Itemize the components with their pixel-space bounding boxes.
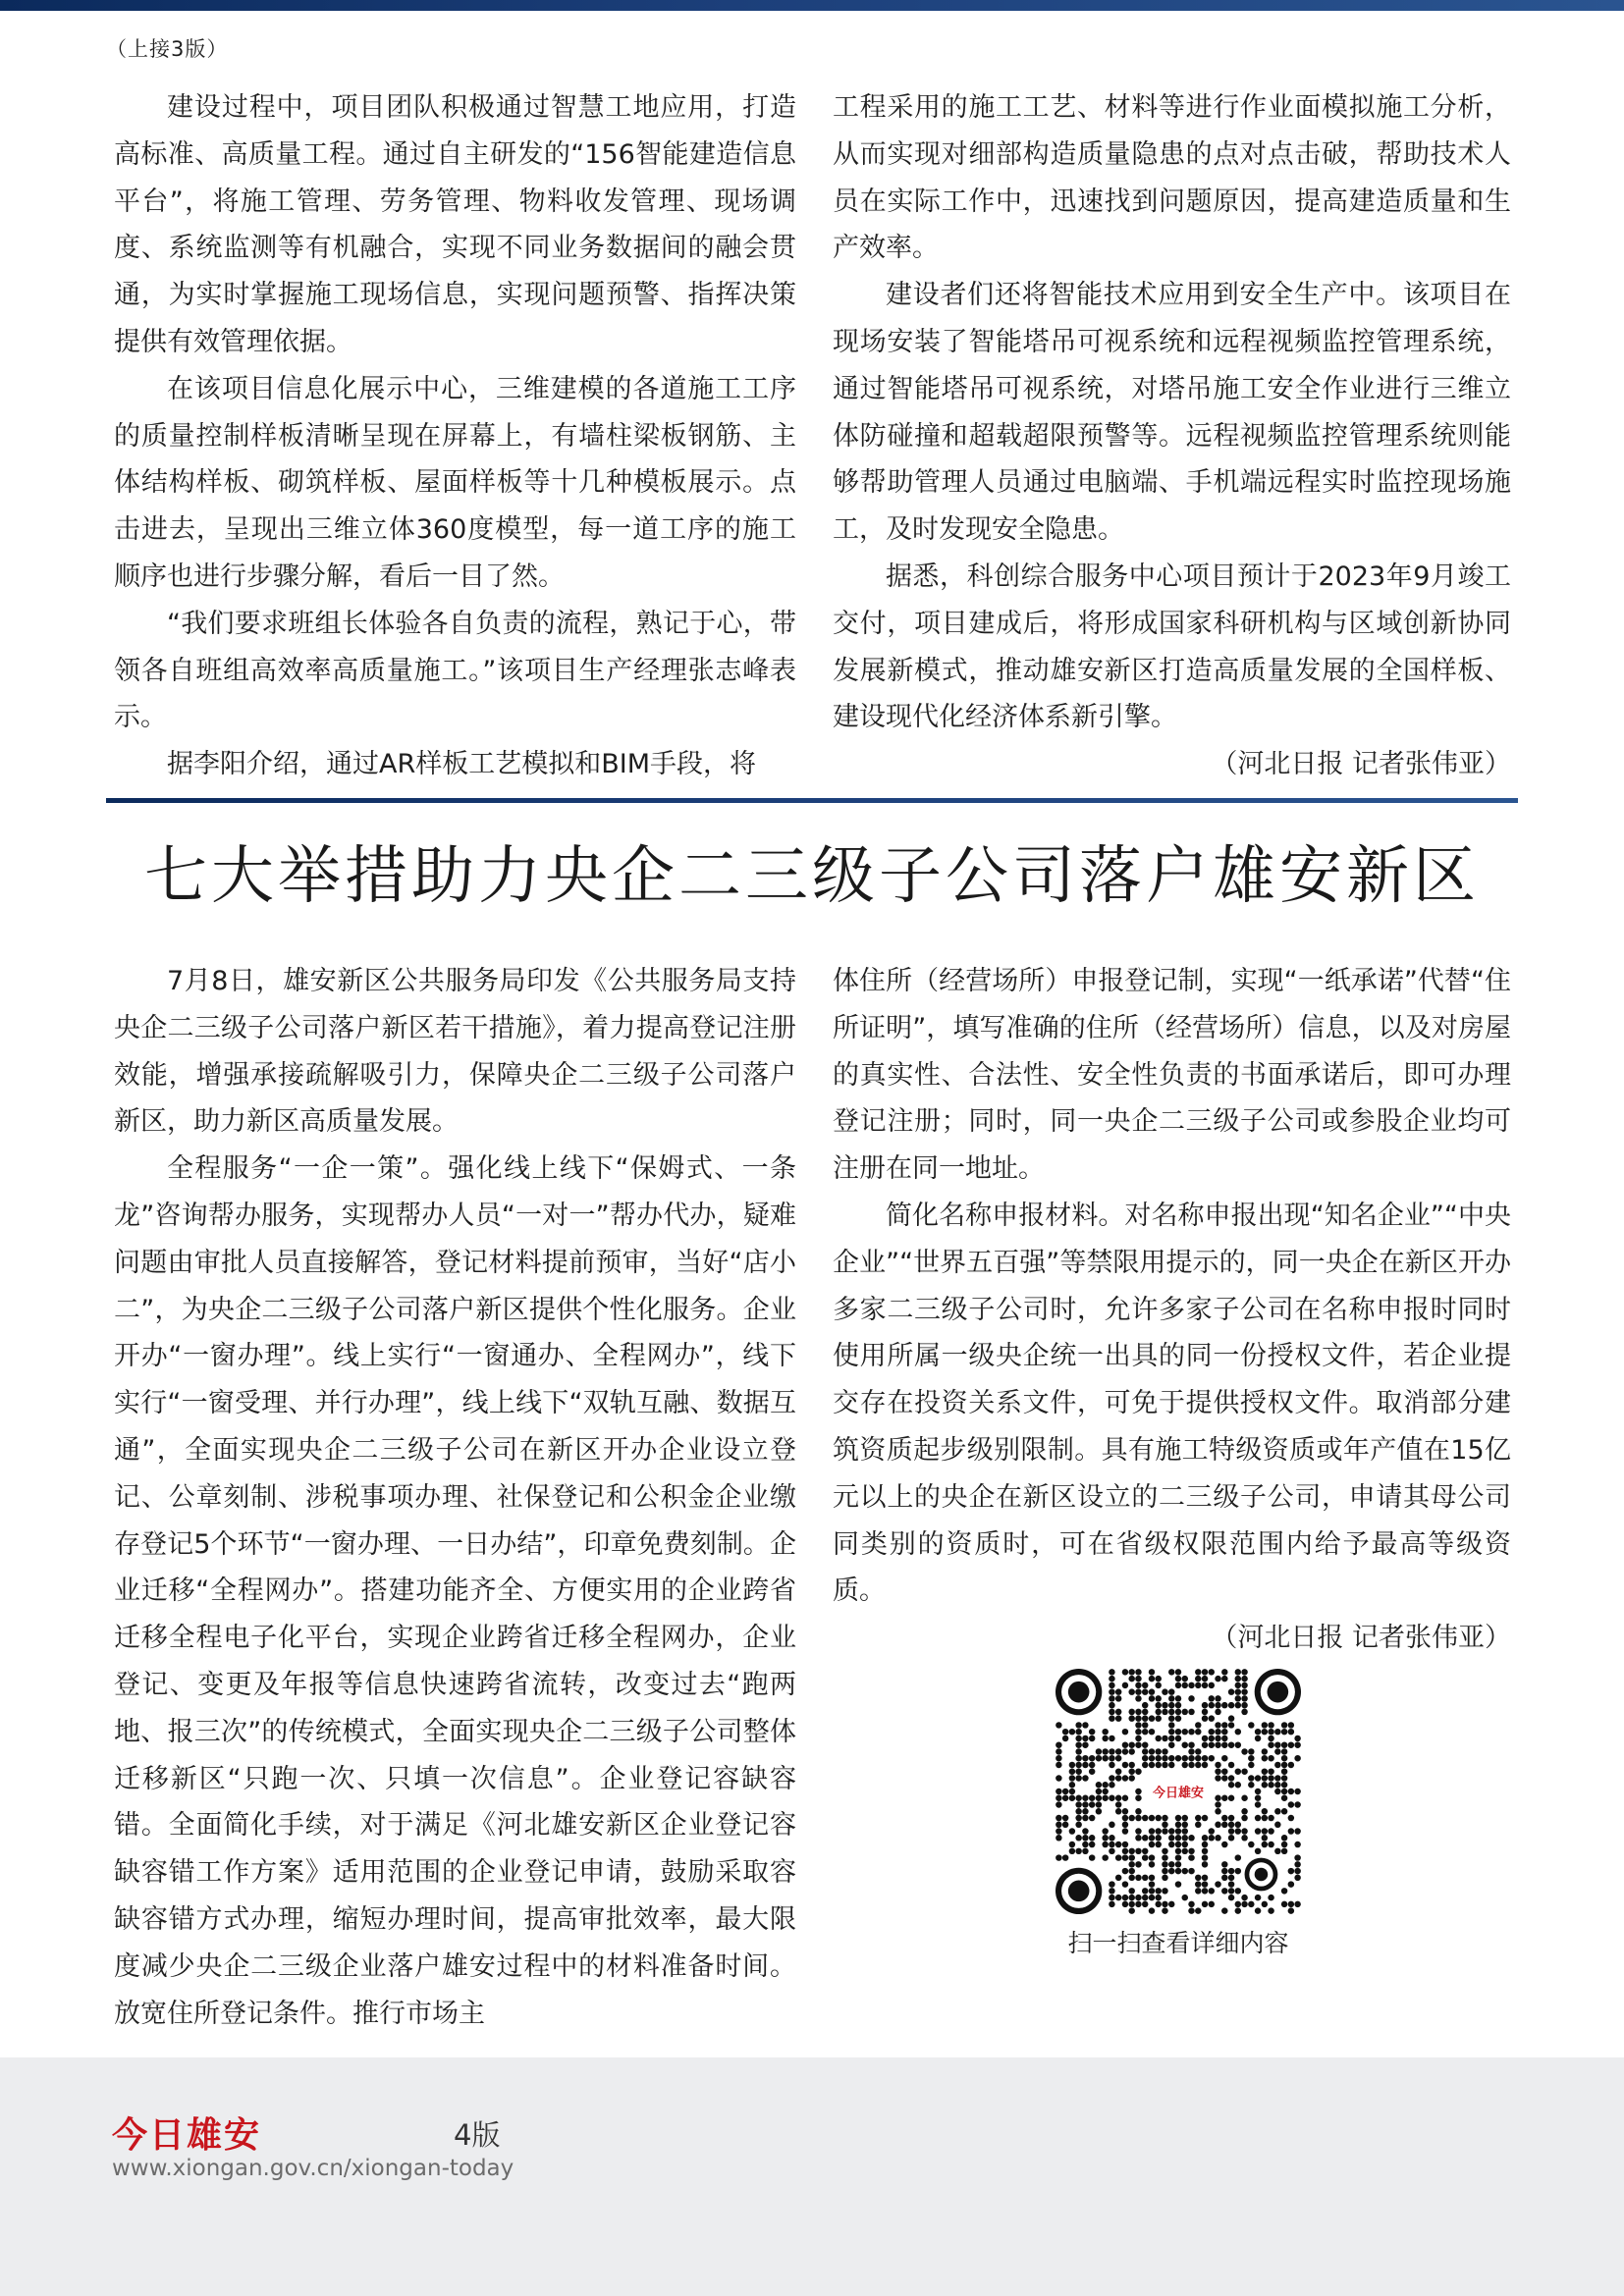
qr-caption: 扫一扫查看详细内容 [1067,1929,1289,1957]
article1-paragraph: 据悉，科创综合服务中心项目预计于2023年9月竣工交付，项目建成后，将形成国家科研机构与区域创新协同发展新模式，推动雄安新区打造高质量发展的全国样板、建设现代化经济体系新引擎。 [833,561,1511,733]
article2-left-column [114,958,796,2037]
top-banner-bar [0,0,1624,11]
article2-paragraph-continued: 体住所（经营场所）申报登记制，实现“一纸承诺”代替“住所证明”，填写准确的住所（经营场所）信息，以及对房屋的真实性、合法性、安全性负责的书面承诺后，即可办理登记注册；同时，同一央企二三级子公司或参股企业均可注册在同一地址。 [833,966,1511,1185]
article1-paragraph-continued: 工程采用的施工工艺、材料等进行作业面模拟施工分析，从而实现对细部构造质量隐患的点对点击破，帮助技术人员在实际工作中，迅速找到问题原因，提高建造质量和生产效率。 [833,92,1511,264]
article1-byline: （河北日报 记者张伟亚） [1211,749,1511,780]
article1-right-column [833,84,1511,788]
section-divider [106,798,1518,803]
article2-paragraph: 7月8日，雄安新区公共服务局印发《公共服务局支持央企二三级子公司落户新区若干措施》，着力提高登记注册效能，增强承接疏解吸引力，保障央企二三级子公司落户新区，助力新区高质量发展。 [114,966,796,1138]
website-url[interactable]: www.xiongan.gov.cn/xiongan-today [112,2156,514,2181]
article2-paragraph: 全程服务“一企一策”。强化线上线下“保姆式、一条龙”咨询帮办服务，实现帮办人员“一对一”帮办代办，疑难问题由审批人员直接解答，登记材料提前预审，当好“店小二”，为央企二三级子公司落户新区提供个性化服务。企业开办“一窗办理”。线上实行“一窗通办、全程网办”，线下实行“一窗受理、并行办理”，线上线下“双轨互融、数据互通”，全面实现央企二三级子公司在新区开办企业设立登记、公章刻制、涉税事项办理、社保登记和公积金企业缴存登记5个环节“一窗办理、一日办结”，印章免费刻制。企业迁移“全程网办”。搭建功能齐全、方便实用的企业跨省迁移全程电子化平台，实现企业跨省迁移全程网办，企业登记、变更及年报等信息快速跨省流转，改变过去“跑两地、报三次”的传统模式，全面实现央企二三级子公司整体迁移新区“只跑一次、只填一次信息”。企业登记容缺容错。全面简化手续，对于满足《河北雄安新区企业登记容缺容错工作方案》适用范围的企业登记申请，鼓励采取容缺容错方式办理，缩短办理时间，提高审批效率，最大限度减少央企二三级企业落户雄安过程中的材料准备时间。放宽住所登记条件。推行市场主 [114,1153,796,2029]
article1-left-column [114,84,796,788]
qr-center-logo: 今日雄安 [1147,1779,1210,1805]
article1-paragraph: 建设者们还将智能技术应用到安全生产中。该项目在现场安装了智能塔吊可视系统和远程视频监控管理系统，通过智能塔吊可视系统，对塔吊施工安全作业进行三维立体防碰撞和超载超限预警等。远程视频监控管理系统则能够帮助管理人员通过电脑端、手机端远程实时监控现场施工，及时发现安全隐患。 [833,280,1511,546]
article1-paragraph: “我们要求班组长体验各自负责的流程，熟记于心，带领各自班组高效率高质量施工。”该项目生产经理张志峰表示。 [114,608,796,733]
article2-byline: （河北日报 记者张伟亚） [1211,1623,1511,1654]
qr-code[interactable] [1056,1669,1301,1914]
article2-headline: 七大举措助力央企二三级子公司落户雄安新区 [144,840,1480,913]
article2-right-column [833,958,1511,1662]
article1-paragraph: 据李阳介绍，通过AR样板工艺模拟和BIM手段，将 [167,749,757,780]
article2-paragraph: 简化名称申报材料。对名称申报出现“知名企业”“中央企业”“世界五百强”等禁限用提示的，同一央企在新区开办多家二三级子公司时，允许多家子公司在名称申报时同时使用所属一级央企统一出具的同一份授权文件，若企业提交存在投资关系文件，可免于提供授权文件。取消部分建筑资质起步级别限制。具有施工特级资质或年产值在15亿元以上的央企在新区设立的二三级子公司，申请其母公司同类别的资质时，可在省级权限范围内给予最高等级资质。 [833,1200,1511,1607]
article1-paragraph: 在该项目信息化展示中心，三维建模的各道施工工序的质量控制样板清晰呈现在屏幕上，有墙柱梁板钢筋、主体结构样板、砌筑样板、屋面样板等十几种模板展示。点击进去，呈现出三维立体360度模型，每一道工序的施工顺序也进行步骤分解，看后一目了然。 [114,373,796,592]
continued-from-label: （上接3版） [106,37,229,61]
newspaper-logo: 今日雄安 [112,2114,262,2156]
article1-paragraph: 建设过程中，项目团队积极通过智慧工地应用，打造高标准、高质量工程。通过自主研发的“156智能建造信息平台”，将施工管理、劳务管理、物料收发管理、现场调度、系统监测等有机融合，实现不同业务数据间的融会贯通，为实时掌握施工现场信息，实现问题预警、指挥决策提供有效管理依据。 [114,92,796,357]
qr-code-block [1046,1669,1311,1959]
edition-number: 4版 [454,2118,501,2152]
